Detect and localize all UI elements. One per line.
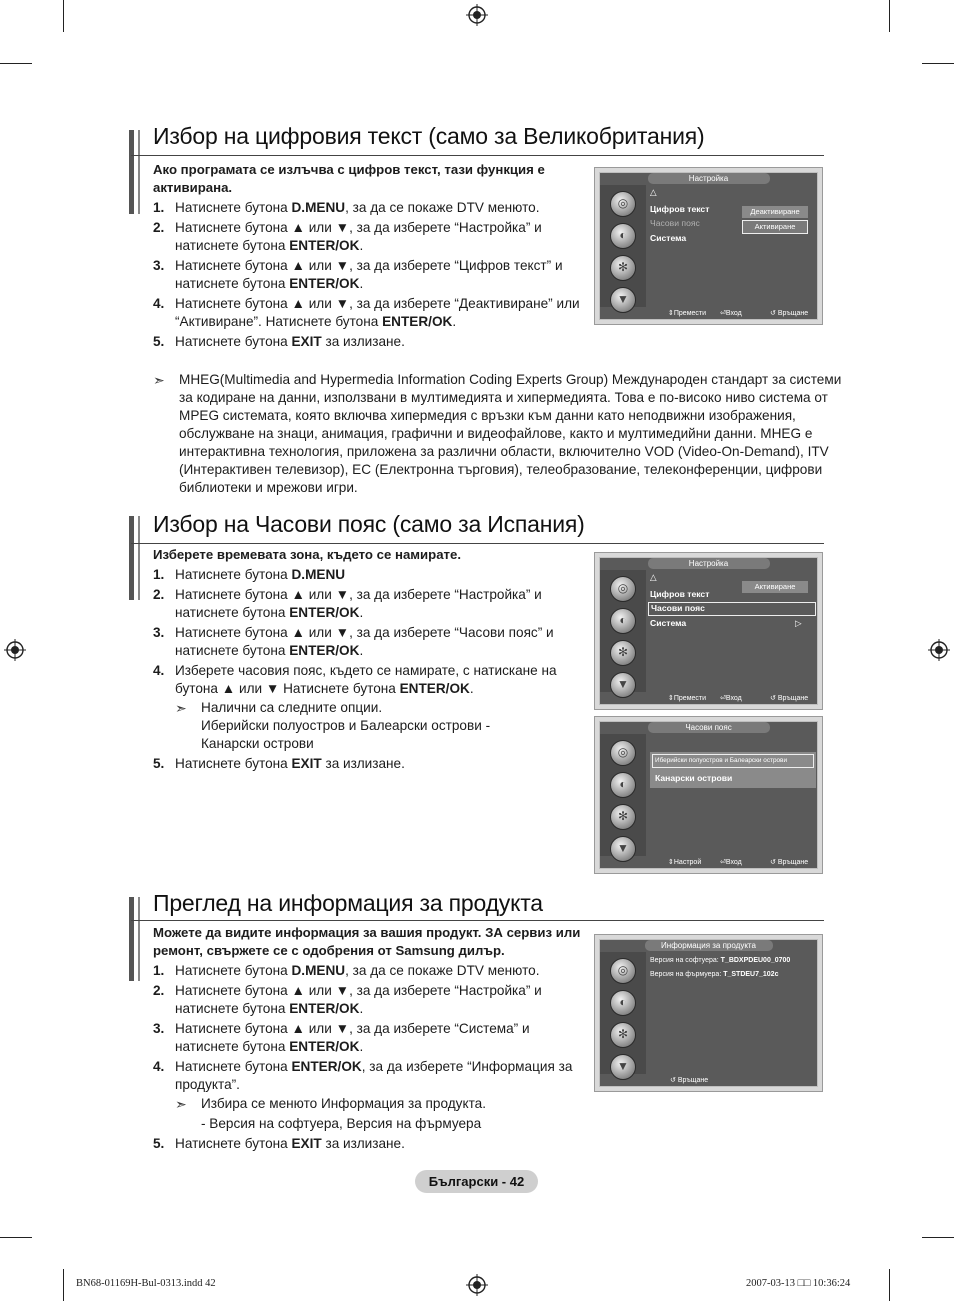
tv-menu-screenshot bbox=[594, 167, 823, 325]
section-intro: Можете да видите информация за вашия продукт. ЗА сервиз или ремонт, свържете се с одобрения от Samsung дилър. bbox=[153, 925, 581, 958]
crop-mark bbox=[922, 1237, 954, 1238]
osd-option-deactivate: Деактивиране bbox=[742, 206, 808, 218]
section-accent-bar bbox=[129, 130, 134, 214]
input-menu-icon: ▼ bbox=[610, 1054, 636, 1080]
osd-hint-return: ↺ Връщане bbox=[770, 859, 809, 866]
step-item: 1. Натиснете бутона D.MENU, за да се покаже DTV менюто. bbox=[153, 963, 540, 978]
sound-menu-icon: ◐ bbox=[610, 223, 636, 249]
osd-menu-item: Цифров текст bbox=[650, 204, 710, 214]
firmware-version: Версия на фърмуера: T_STDEU7_102c bbox=[650, 971, 779, 978]
step-item: 2. Натиснете бутона ▲ или ▼, за да изберете “Настройка” и натиснете бутона ENTER/OK. bbox=[153, 587, 542, 620]
step-item: 4. Изберете часовия пояс, където се намирате, с натискане на бутона ▲ или ▼ Натиснете бутона ENTER/OK. ➣ Налични са следните опции. Иберийски полуостров и Балеарски острови - Канарски острови bbox=[153, 662, 583, 753]
osd-option-activate: Активиране bbox=[742, 220, 808, 234]
osd-hint-enter: ⏎Вход bbox=[720, 695, 742, 702]
scroll-up-icon: △ bbox=[650, 572, 657, 582]
section-accent-bar bbox=[129, 897, 134, 981]
note-text: MHEG(Multimedia and Hypermedia Information Coding Experts Group) Международен стандарт за системи за кодиране на данни, използвани в мултимедията и хипермедията. Това е по-високо ниво система от MPEG системата, която включва хипермедия с връзки към данни като неподвижни изображения, обслужване на знаци, анимация, графични и видеофайлове, както и мултимедийни данни. MHEG е интерактивна технология, приложена за различни области, включително VOD (Video-On-Demand), ITV (Интерактивен телевизор), EC (Електронна търговия), телеобразование, телеконференции, цифрови библиотеки и мрежови игри. bbox=[179, 372, 842, 495]
osd-hint-move: ⇕Премести bbox=[668, 310, 707, 317]
osd-hint-return: ↺ Връщане bbox=[770, 695, 809, 702]
picture-menu-icon: ◎ bbox=[610, 958, 636, 984]
step-item: 1. Натиснете бутона D.MENU, за да се покаже DTV менюто. bbox=[153, 200, 540, 215]
tv-menu-screenshot bbox=[594, 934, 823, 1092]
crop-mark bbox=[889, 1269, 890, 1301]
osd-menu-item: Система bbox=[650, 233, 687, 243]
setup-menu-icon: ✻ bbox=[610, 804, 636, 830]
note-arrow-icon: ➣ bbox=[153, 372, 165, 388]
osd-menu-item: Часови пояс bbox=[650, 218, 700, 228]
osd-title: Настройка bbox=[648, 558, 770, 569]
step-list bbox=[153, 566, 583, 773]
step-item: 5. Натиснете бутона EXIT за излизане. bbox=[153, 334, 405, 349]
note-arrow-icon: ➣ bbox=[175, 1096, 187, 1112]
date-imprint: 2007-03-13 □□ 10:36:24 bbox=[746, 1278, 851, 1289]
step-list bbox=[153, 962, 583, 1153]
osd-hint-enter: ⏎Вход bbox=[720, 310, 742, 317]
section-intro: Ако програмата се излъчва с цифров текст, тази функция е активирана. bbox=[153, 162, 545, 195]
scroll-up-icon: △ bbox=[650, 187, 657, 197]
note-arrow-icon: ➣ bbox=[175, 700, 187, 716]
registration-mark-icon bbox=[4, 639, 26, 661]
osd-title: Информация за продукта bbox=[645, 940, 773, 951]
section-accent-bar bbox=[138, 897, 140, 981]
osd-option: Канарски острови bbox=[655, 773, 733, 783]
section-divider bbox=[131, 543, 824, 544]
section-body bbox=[153, 924, 583, 1155]
osd-hint-move: ⇕Премести bbox=[668, 695, 707, 702]
osd-option-activate: Активиране bbox=[742, 581, 808, 593]
software-version: Версия на софтуера: T_BDXPDEU00_0700 bbox=[650, 957, 791, 964]
step-item: 5. Натиснете бутона EXIT за излизане. bbox=[153, 1136, 405, 1151]
step-item: 3. Натиснете бутона ▲ или ▼, за да изберете “Часови пояс” и натиснете бутона ENTER/OK. bbox=[153, 625, 554, 658]
sound-menu-icon: ◐ bbox=[610, 990, 636, 1016]
section-intro: Изберете времевата зона, където се намирате. bbox=[153, 547, 461, 562]
section-title: Преглед на информация за продукта bbox=[153, 890, 543, 916]
osd-title: Настройка bbox=[648, 173, 770, 184]
setup-menu-icon: ✻ bbox=[610, 255, 636, 281]
osd-menu-item: Система bbox=[650, 618, 687, 628]
osd-menu-item: Цифров текст bbox=[650, 589, 710, 599]
submenu-arrow-icon: ▷ bbox=[795, 618, 802, 628]
registration-mark-icon bbox=[466, 4, 488, 26]
picture-menu-icon: ◎ bbox=[610, 576, 636, 602]
section-title: Избор на Часови пояс (само за Испания) bbox=[153, 511, 585, 537]
note-block bbox=[153, 371, 844, 497]
crop-mark bbox=[0, 1237, 32, 1238]
tv-menu-screenshot bbox=[594, 716, 823, 874]
setup-menu-icon: ✻ bbox=[610, 640, 636, 666]
page-number-badge: Български - 42 bbox=[415, 1170, 538, 1193]
sound-menu-icon: ◐ bbox=[610, 608, 636, 634]
registration-mark-icon bbox=[928, 639, 950, 661]
crop-mark bbox=[922, 63, 954, 64]
file-imprint: BN68-01169H-Bul-0313.indd 42 bbox=[76, 1278, 216, 1289]
note-block: ➣ Налични са следните опции. Иберийски полуостров и Балеарски острови - Канарски острови bbox=[175, 700, 491, 751]
input-menu-icon: ▼ bbox=[610, 287, 636, 313]
osd-title: Часови пояс bbox=[648, 722, 770, 733]
input-menu-icon: ▼ bbox=[610, 672, 636, 698]
section-accent-bar bbox=[138, 130, 140, 214]
crop-mark bbox=[889, 0, 890, 32]
step-item: 3. Натиснете бутона ▲ или ▼, за да изберете “Цифров текст” и натиснете бутона ENTER/OK. bbox=[153, 258, 563, 291]
osd-hint-return: ↺ Връщане bbox=[670, 1077, 709, 1084]
input-menu-icon: ▼ bbox=[610, 836, 636, 862]
osd-option-selected: Иберийски полуостров и Балеарски острови bbox=[652, 754, 814, 768]
tv-menu-screenshot bbox=[594, 552, 823, 710]
step-item: 4. Натиснете бутона ▲ или ▼, за да изберете “Деактивиране” или “Активиране”. Натиснете бутона ENTER/OK. bbox=[153, 296, 580, 329]
sound-menu-icon: ◐ bbox=[610, 772, 636, 798]
note-block: ➣ Избира се менюто Информация за продукта. - Версия на софтуера, Версия на фърмуера bbox=[175, 1096, 486, 1131]
step-item: 3. Натиснете бутона ▲ или ▼, за да изберете “Система” и натиснете бутона ENTER/OK. bbox=[153, 1021, 530, 1054]
setup-menu-icon: ✻ bbox=[610, 1022, 636, 1048]
crop-mark bbox=[63, 1269, 64, 1301]
step-item: 2. Натиснете бутона ▲ или ▼, за да изберете “Настройка” и натиснете бутона ENTER/OK. bbox=[153, 220, 542, 253]
section-divider bbox=[131, 920, 824, 921]
crop-mark bbox=[63, 0, 64, 32]
osd-hint-enter: ⏎Вход bbox=[720, 859, 742, 866]
step-item: 4. Натиснете бутона ENTER/OK, за да изберете “Информация за продукта”. ➣ Избира се менюто Информация за продукта. - Версия на софтуера, Версия на фърмуера bbox=[153, 1058, 583, 1133]
step-list bbox=[153, 199, 593, 351]
registration-mark-icon bbox=[466, 1274, 488, 1296]
crop-mark bbox=[0, 63, 32, 64]
section-accent-bar bbox=[129, 516, 134, 600]
picture-menu-icon: ◎ bbox=[610, 191, 636, 217]
section-title: Избор на цифровия текст (само за Великобритания) bbox=[153, 123, 705, 149]
section-body bbox=[153, 161, 593, 353]
osd-hint-adjust: ⇕Настрой bbox=[668, 859, 702, 866]
section-accent-bar bbox=[138, 516, 140, 600]
section-divider bbox=[131, 155, 824, 156]
picture-menu-icon: ◎ bbox=[610, 740, 636, 766]
osd-hint-return: ↺ Връщане bbox=[770, 310, 809, 317]
section-body bbox=[153, 546, 583, 775]
step-item: 5. Натиснете бутона EXIT за излизане. bbox=[153, 756, 405, 771]
osd-menu-item-selected: Часови пояс bbox=[648, 602, 816, 616]
step-item: 1. Натиснете бутона D.MENU bbox=[153, 567, 346, 582]
step-item: 2. Натиснете бутона ▲ или ▼, за да изберете “Настройка” и натиснете бутона ENTER/OK. bbox=[153, 983, 542, 1016]
